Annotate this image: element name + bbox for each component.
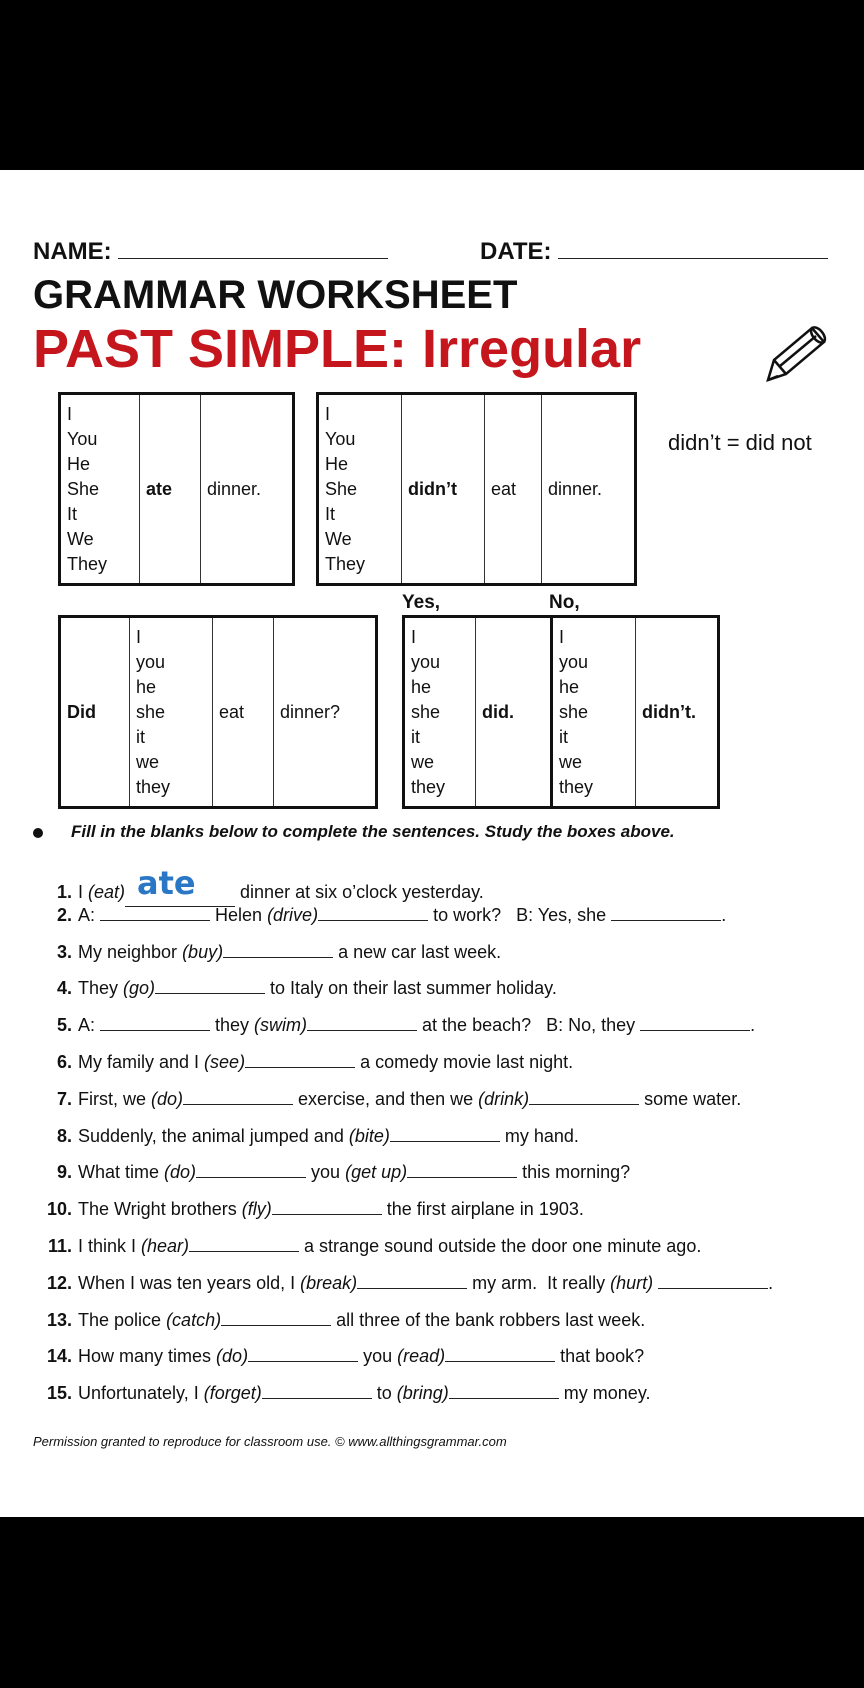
object-cell: dinner? [274,617,377,808]
sentence-text: some water. [639,1088,742,1109]
sentence-text: I [78,882,89,902]
verb-hint: (go) [123,978,156,999]
verb-hint: (buy) [182,941,224,962]
bottom-black-bar [0,1517,864,1688]
exercise-sentence [40,1310,645,1331]
subject-column: I You He She It We They [67,403,108,574]
exercise-sentence [40,1052,573,1073]
verb-cell: eat [213,617,274,808]
verb-hint: (do) [164,1162,197,1183]
exercise-sentence [40,1199,584,1220]
sentence-text: I think I [78,1236,142,1256]
sentence-text: my hand. [499,1125,579,1146]
answer-blank[interactable] [449,1397,559,1399]
verb-hint: (bring) [396,1383,449,1404]
verb-hint: (swim) [254,1015,308,1036]
yes-label: Yes, [402,592,441,613]
sentence-text: that book? [555,1346,645,1367]
aux-cell: Did [67,701,96,722]
exercise-sentence [40,1089,741,1110]
sentence-text: They [78,978,124,999]
sentence-number: 14. [46,1346,72,1367]
answer-blank[interactable] [272,1213,382,1215]
sentence-text: you [358,1346,398,1367]
sentence-text: a strange sound outside the door one minute ago. [299,1236,702,1256]
answer-blank[interactable] [100,1029,210,1031]
exercise-sentence [40,1383,650,1404]
didnt-note: didn’t = did not [668,430,812,455]
sentence-text: Helen [210,904,268,925]
sentence-text [653,1273,658,1293]
bullet-icon [33,828,43,838]
sentence-text: Unfortunately, I [78,1383,204,1404]
subject-column: I You He She It We They [325,403,366,574]
verb-hint: (break) [300,1272,358,1293]
sentence-text: the first airplane in 1903. [381,1199,584,1220]
negative-table [316,392,637,586]
answer-blank[interactable] [640,1029,750,1031]
sentence-number: 6. [56,1052,72,1072]
sentence-text: The police [78,1309,167,1330]
sentence-text: When I was ten years old, I [78,1272,301,1293]
answer-blank[interactable] [307,1029,417,1031]
answer-blank[interactable] [357,1287,467,1289]
verb-hint: (eat) [88,882,126,902]
exercise-sentence [40,1162,630,1183]
instruction: Fill in the blanks below to complete the sentences. Study the boxes above. [33,822,675,842]
worksheet-title: GRAMMAR WORKSHEET [33,273,518,317]
answer-blank[interactable] [223,956,333,958]
answer-blank[interactable] [155,992,265,994]
exercise-sentence [40,1126,579,1147]
verb-hint: (catch) [166,1309,222,1330]
answer-blank[interactable] [245,1066,355,1068]
aux-cell: didn’t [402,394,485,585]
sentence-text: First, we [78,1088,152,1109]
question-table [58,615,378,809]
sentence-text: you [306,1162,346,1183]
answer-blank[interactable] [221,1324,331,1326]
sentence-text: to work? B: Yes, she [428,904,612,925]
answer-blank[interactable] [183,1103,293,1105]
answer-blank[interactable] [658,1287,768,1289]
affirmative-table [58,392,295,586]
date-label: DATE: [480,238,552,265]
verb-cell: ate [140,394,201,585]
sentence-text: . [721,904,727,925]
sentence-text: A: [78,904,101,925]
date-field[interactable] [480,238,828,266]
sentence-number: 3. [56,941,72,962]
name-label: NAME: [33,238,112,265]
worksheet-subtitle: PAST SIMPLE: Irregular [33,319,642,379]
verb-hint: (do) [151,1088,184,1109]
sentence-text: The Wright brothers [78,1199,242,1220]
handwritten-answer: ate [137,864,196,902]
answer-blank[interactable] [529,1103,639,1105]
no-label: No, [549,592,580,613]
verb-hint: (drive) [267,904,319,925]
exercise-sentence [40,978,557,999]
exercise-sentence [40,1015,755,1036]
subject-column-no: I you he she it we they [552,617,636,808]
answer-blank[interactable] [196,1176,306,1178]
exercise-sentence [40,1236,701,1257]
answer-blank[interactable] [407,1176,517,1178]
sentence-text: all three of the bank robbers last week. [331,1309,646,1330]
pencil-icon [760,322,830,384]
answer-blank[interactable] [318,919,428,921]
verb-hint: (see) [204,1052,246,1072]
no-aux-cell: didn’t. [636,617,719,808]
sentence-text: at the beach? B: No, they [417,1015,641,1036]
sentence-number: 8. [56,1125,72,1146]
exercise-sentence [40,864,484,907]
answer-blank-filled[interactable] [125,864,235,907]
object-cell: dinner. [542,394,636,585]
sentence-number: 1. [56,882,72,902]
sentence-text: My family and I [78,1052,205,1072]
sentence-text: My neighbor [78,941,183,962]
answer-blank[interactable] [611,919,721,921]
verb-hint: (do) [216,1346,249,1367]
sentence-text: my money. [558,1383,651,1404]
yes-aux-cell: did. [476,617,552,808]
sentence-number: 12. [46,1272,72,1293]
verb-hint: (hurt) [610,1272,654,1293]
answer-blank[interactable] [189,1250,299,1252]
footer-permission: Permission granted to reproduce for classroom use. © www.allthingsgrammar.com [33,1434,507,1449]
sentence-text: they [210,1015,255,1036]
sentence-number: 7. [56,1088,72,1109]
exercise-sentence [40,1346,644,1367]
sentence-text: to [371,1383,397,1404]
sentence-number: 13. [46,1309,72,1330]
sentence-text: What time [78,1162,165,1183]
name-field[interactable] [33,238,388,266]
verb-hint: (drink) [478,1088,530,1109]
sentence-text: this morning? [517,1162,631,1183]
sentence-text: How many times [78,1346,217,1367]
sentence-number: 10. [46,1199,72,1220]
sentence-number: 2. [56,904,72,925]
sentence-text: . [768,1272,774,1293]
sentence-text: a new car last week. [333,941,502,962]
sentence-number: 9. [56,1162,72,1183]
sentence-number: 4. [56,978,72,999]
exercise-sentence [40,942,501,963]
subject-column: I you he she it we they [130,617,213,808]
sentence-text: A: [78,1015,101,1036]
verb-cell: eat [485,394,542,585]
sentence-text: a comedy movie last night. [355,1052,574,1072]
sentence-text: my arm. It really [467,1272,611,1293]
verb-hint: (fly) [241,1199,272,1220]
verb-hint: (get up) [345,1162,408,1183]
exercise-sentence [40,1273,773,1294]
object-cell: dinner. [201,394,294,585]
answer-blank[interactable] [445,1360,555,1362]
sentence-text: exercise, and then we [293,1088,479,1109]
exercise-sentence [40,905,726,926]
answer-blank[interactable] [262,1397,372,1399]
top-black-bar [0,0,864,170]
sentence-number: 11. [47,1236,72,1256]
verb-hint: (read) [397,1346,446,1367]
sentence-text: dinner at six o’clock yesterday. [235,882,484,902]
subject-column-yes: I you he she it we they [411,626,446,797]
verb-hint: (hear) [141,1236,190,1256]
answer-blank[interactable] [100,919,210,921]
sentence-text: . [750,1015,756,1036]
sentence-text: to Italy on their last summer holiday. [265,978,557,999]
sentence-text: Suddenly, the animal jumped and [78,1125,349,1146]
answer-blank[interactable] [390,1140,500,1142]
short-answer-table [402,615,720,809]
verb-hint: (forget) [203,1383,262,1404]
answer-blank[interactable] [248,1360,358,1362]
verb-hint: (bite) [348,1125,390,1146]
sentence-number: 15. [46,1383,72,1404]
sentence-number: 5. [56,1015,72,1036]
